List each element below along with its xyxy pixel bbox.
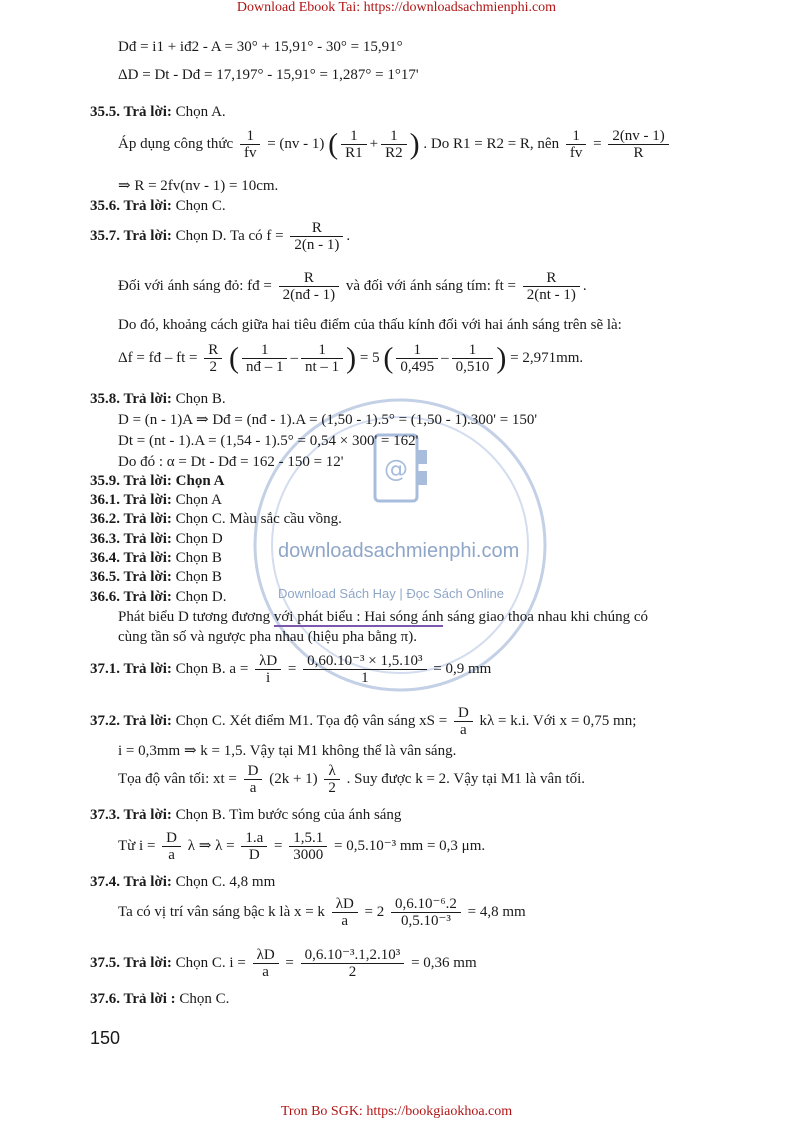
fraction: $\frac{1}{fv}$: [240, 128, 261, 161]
formula-35-5: Áp dụng công thức $\frac{1}{fv}$ = (nv - 1) ( $\frac{1}{R1}$ + $\frac{1}{R2}$ ) . Do R1 = R2 = R, nên $\frac{1}{fv}$ = $\frac{2(nv - 1)}{R}$: [118, 128, 672, 161]
text-line: cùng tần số và ngược pha nhau (hiệu pha bằng π).: [118, 629, 417, 645]
answer-36-3: 36.3. Trả lời: Chọn D: [90, 531, 223, 547]
fraction: $\frac{1.a}{D}$: [241, 830, 267, 863]
fraction: $\frac{\lambda D}{i}$: [255, 653, 281, 686]
fraction: $\frac{1}{0,495}$: [396, 342, 438, 375]
text-line: D = (n - 1)A ⇒ Dđ = (nđ - 1).A = (1,50 - 1).5° = (1,50 - 1).300' = 150': [118, 412, 538, 428]
fraction: $\frac{D}{a}$: [454, 705, 473, 738]
fraction: $\frac{\text{0,6.10⁻³.1,2.10³}}{2}$: [301, 947, 405, 980]
answer-35-8: 35.8. Trả lời: Chọn B.: [90, 391, 226, 407]
answer-37-2: 37.2. Trả lời: Chọn C. Xét điểm M1. Tọa độ vân sáng xS = $\frac{D}{a}$ kλ = k.i. Với x = 0,75 mn;: [90, 705, 637, 738]
answer-36-1: 36.1. Trả lời: Chọn A: [90, 492, 222, 508]
answer-37-3: 37.3. Trả lời: Chọn B. Tìm bước sóng của ánh sáng: [90, 807, 402, 823]
answer-35-5: 35.5. Trả lời: Chọn A.: [90, 104, 226, 120]
fraction: $\frac{1}{nt - 1}$: [301, 342, 343, 375]
formula-37-4: Ta có vị trí vân sáng bậc k là x = k $\frac{\lambda D}{a}$ = 2 $\frac{\text{0,6.10⁻⁶.2}}{\text{0,5.10⁻³}}$ = 4,8 mm: [118, 896, 526, 929]
fraction: $\frac{1}{nđ - 1}$: [242, 342, 288, 375]
fraction: $\frac{\text{0,60.10⁻³ × 1,5.10³}}{1}$: [303, 653, 426, 686]
answer-35-6: 35.6. Trả lời: Chọn C.: [90, 198, 226, 214]
answer-37-1: 37.1. Trả lời: Chọn B. a = $\frac{\lambda D}{i}$ = $\frac{\text{0,60.10⁻³ × 1,5.10³}}{1}$ = 0,9 mm: [90, 653, 492, 686]
fraction: $\frac{R}{2(n - 1)}$: [290, 220, 343, 253]
fraction: $\frac{R}{2(nt - 1)}$: [523, 270, 580, 303]
fraction: $\frac{\lambda D}{a}$: [253, 947, 279, 980]
text-line: ΔD = Dt - Dđ = 17,197° - 15,91° = 1,287° = 1°17': [118, 67, 419, 83]
text-line: Do đó, khoảng cách giữa hai tiêu điểm của thấu kính đối với hai ánh sáng trên sẽ là:: [118, 317, 622, 333]
fraction: $\frac{R}{2(nđ - 1)}$: [279, 270, 340, 303]
formula-35-7-focal: Đối với ánh sáng đỏ: fđ = $\frac{R}{2(nđ - 1)}$ và đối với ánh sáng tím: ft = $\frac{R}{2(nt - 1)}$ .: [118, 270, 587, 303]
formula-37-2-dark: Tọa độ vân tối: xt = $\frac{D}{a}$ (2k + 1) $\frac{\lambda}{2}$ . Suy được k = 2. Vậy tại M1 là vân tối.: [118, 763, 586, 796]
answer-35-9: 35.9. Trả lời: Chọn A: [90, 473, 225, 489]
fraction: $\frac{R}{2}$: [204, 342, 222, 375]
fraction: $\frac{1}{R2}$: [381, 128, 407, 161]
text-line: Dđ = i1 + iđ2 - A = 30° + 15,91° - 30° = 15,91°: [118, 39, 403, 55]
text-line: i = 0,3mm ⇒ k = 1,5. Vậy tại M1 không thể là vân sáng.: [118, 743, 457, 759]
answer-37-4: 37.4. Trả lời: Chọn C. 4,8 mm: [90, 874, 276, 890]
fraction: $\frac{2(nv - 1)}{R}$: [608, 128, 669, 161]
answer-36-2: 36.2. Trả lời: Chọn C. Màu sắc cầu vồng.: [90, 511, 342, 527]
answer-37-5: 37.5. Trả lời: Chọn C. i = $\frac{\lambda D}{a}$ = $\frac{\text{0,6.10⁻³.1,2.10³}}{2}$ = 0,36 mm: [90, 947, 477, 980]
fraction: $\frac{1}{fv}$: [566, 128, 587, 161]
page-number: 150: [90, 1028, 121, 1048]
fraction: $\frac{D}{a}$: [244, 763, 263, 796]
watermark-tagline: Download Sách Hay | Đọc Sách Online: [278, 586, 504, 601]
fraction: $\frac{\text{0,6.10⁻⁶.2}}{\text{0,5.10⁻³}}$: [391, 896, 461, 929]
answer-37-6: 37.6. Trả lời : Chọn C.: [90, 991, 230, 1007]
answer-36-6: 36.6. Trả lời: Chọn D.: [90, 589, 227, 605]
text-line: ⇒ R = 2fv(nv - 1) = 10cm.: [118, 178, 279, 194]
formula-35-7-delta: Δf = fđ – ft = $\frac{R}{2}$ ( $\frac{1}{nđ - 1}$ – $\frac{1}{nt - 1}$ ) = 5 ( $\frac{1}{0,495}$ – $\frac{1}{0,510}$ ) = 2,971mm.: [118, 341, 584, 375]
fraction: $\frac{\lambda D}{a}$: [332, 896, 358, 929]
formula-37-3: Từ i = $\frac{D}{a}$ λ ⇒ λ = $\frac{1.a}{D}$ = $\frac{1,5.1}{3000}$ = 0,5.10⁻³ mm = 0,3 μm.: [118, 830, 486, 863]
watermark-site: downloadsachmienphi.com: [278, 540, 520, 562]
page-header-link[interactable]: Download Ebook Tai: https://downloadsachmienphi.com: [236, 0, 557, 15]
answer-36-5: 36.5. Trả lời: Chọn B: [90, 569, 222, 585]
answer-36-4: 36.4. Trả lời: Chọn B: [90, 550, 222, 566]
page-footer-link[interactable]: Tron Bo SGK: https://bookgiaokhoa.com: [280, 1104, 513, 1119]
fraction: $\frac{1,5.1}{3000}$: [289, 830, 327, 863]
fraction: $\frac{1}{R1}$: [341, 128, 367, 161]
fraction: $\frac{D}{a}$: [162, 830, 181, 863]
answer-35-7: 35.7. Trả lời: Chọn D. Ta có f = $\frac{R}{2(n - 1)}$ .: [90, 220, 351, 253]
fraction: $\frac{\lambda}{2}$: [324, 763, 340, 796]
text-line: Dt = (nt - 1).A = (1,54 - 1).5° = 0,54 × 300' = 162': [118, 433, 419, 449]
text-line: Phát biểu D tương đương với phát biểu : Hai sóng ánh sáng giao thoa nhau khi chúng có: [118, 609, 648, 625]
svg-text:@: @: [384, 455, 408, 483]
fraction: $\frac{1}{0,510}$: [452, 342, 494, 375]
text-line: Do đó : α = Dt - Dđ = 162 - 150 = 12': [118, 454, 344, 470]
